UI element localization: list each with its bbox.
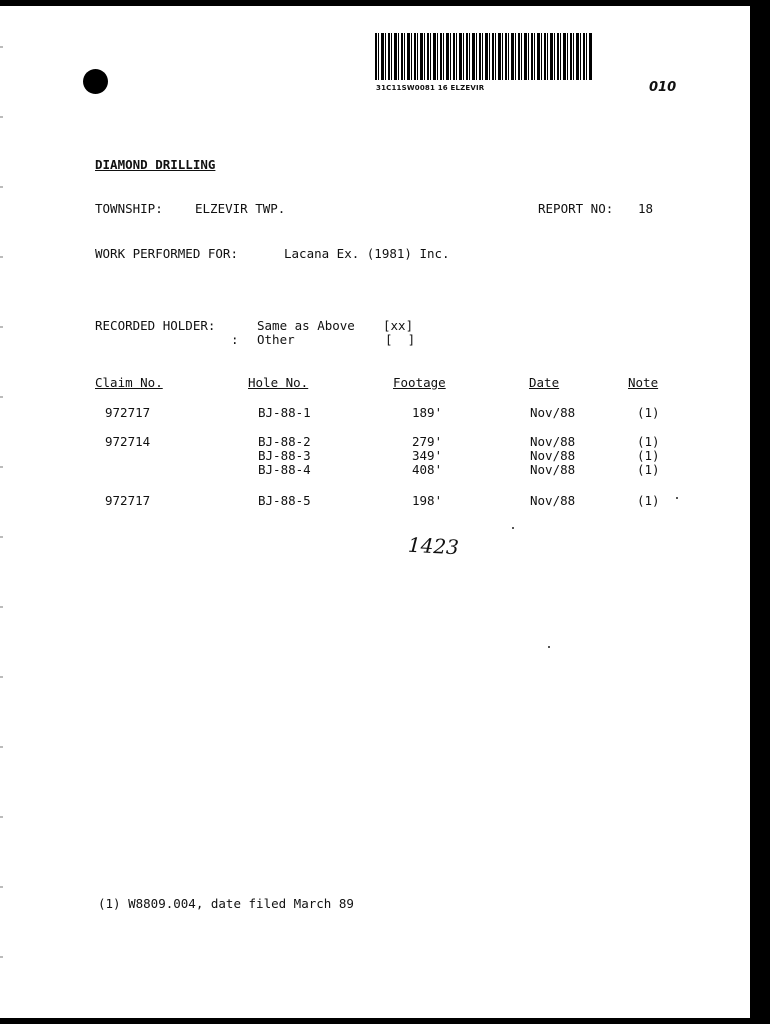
holder-option-same: Same as Above	[257, 318, 355, 333]
report-label: REPORT NO:	[538, 201, 614, 216]
table-cell-footage: 189'	[412, 405, 443, 420]
table-cell-hole: BJ-88-5	[258, 493, 311, 508]
table-cell-claim: 972714	[105, 434, 151, 449]
table-cell-footage: 279'	[412, 434, 443, 449]
table-cell-note: (1)	[637, 493, 660, 508]
table-header-claim: Claim No.	[95, 375, 163, 390]
punch-hole	[83, 69, 108, 94]
work-performed-label: WORK PERFORMED FOR:	[95, 246, 238, 261]
holder-option-other-box: [ ]	[385, 332, 416, 347]
table-cell-date: Nov/88	[530, 462, 576, 477]
scan-speck	[548, 646, 550, 648]
scan-speck	[676, 497, 678, 499]
table-cell-footage: 349'	[412, 448, 443, 463]
scan-edge	[0, 6, 3, 1018]
table-cell-hole: BJ-88-1	[258, 405, 311, 420]
table-cell-hole: BJ-88-2	[258, 434, 311, 449]
table-cell-hole: BJ-88-4	[258, 462, 311, 477]
table-cell-note: (1)	[637, 448, 660, 463]
table-header-date: Date	[529, 375, 560, 390]
table-cell-claim: 972717	[105, 493, 151, 508]
table-cell-note: (1)	[637, 462, 660, 477]
holder-option-other-prefix: :	[231, 332, 239, 347]
table-header-footage: Footage	[393, 375, 446, 390]
document-title: DIAMOND DRILLING	[95, 157, 216, 172]
table-cell-footage: 198'	[412, 493, 443, 508]
table-cell-date: Nov/88	[530, 493, 576, 508]
recorded-holder-label: RECORDED HOLDER:	[95, 318, 216, 333]
report-value: 18	[638, 201, 654, 216]
table-cell-date: Nov/88	[530, 405, 576, 420]
document-page	[0, 6, 750, 1018]
barcode-image	[375, 33, 593, 80]
table-cell-note: (1)	[637, 434, 660, 449]
work-performed-value: Lacana Ex. (1981) Inc.	[284, 246, 450, 261]
scan-speck	[512, 527, 514, 529]
holder-option-same-box: [xx]	[383, 318, 414, 333]
table-cell-claim: 972717	[105, 405, 151, 420]
table-header-note: Note	[628, 375, 659, 390]
township-label: TOWNSHIP:	[95, 201, 163, 216]
township-value: ELZEVIR TWP.	[195, 201, 286, 216]
table-cell-hole: BJ-88-3	[258, 448, 311, 463]
handwritten-total: 1423	[407, 532, 460, 560]
footnote: (1) W8809.004, date filed March 89	[98, 896, 354, 911]
holder-option-other: Other	[257, 332, 295, 347]
table-cell-footage: 408'	[412, 462, 443, 477]
table-cell-date: Nov/88	[530, 434, 576, 449]
page-number: 010	[649, 80, 677, 95]
table-cell-date: Nov/88	[530, 448, 576, 463]
barcode-label: 31C11SW0081 16 ELZEVIR	[376, 84, 485, 92]
table-cell-note: (1)	[637, 405, 660, 420]
table-header-hole: Hole No.	[248, 375, 309, 390]
